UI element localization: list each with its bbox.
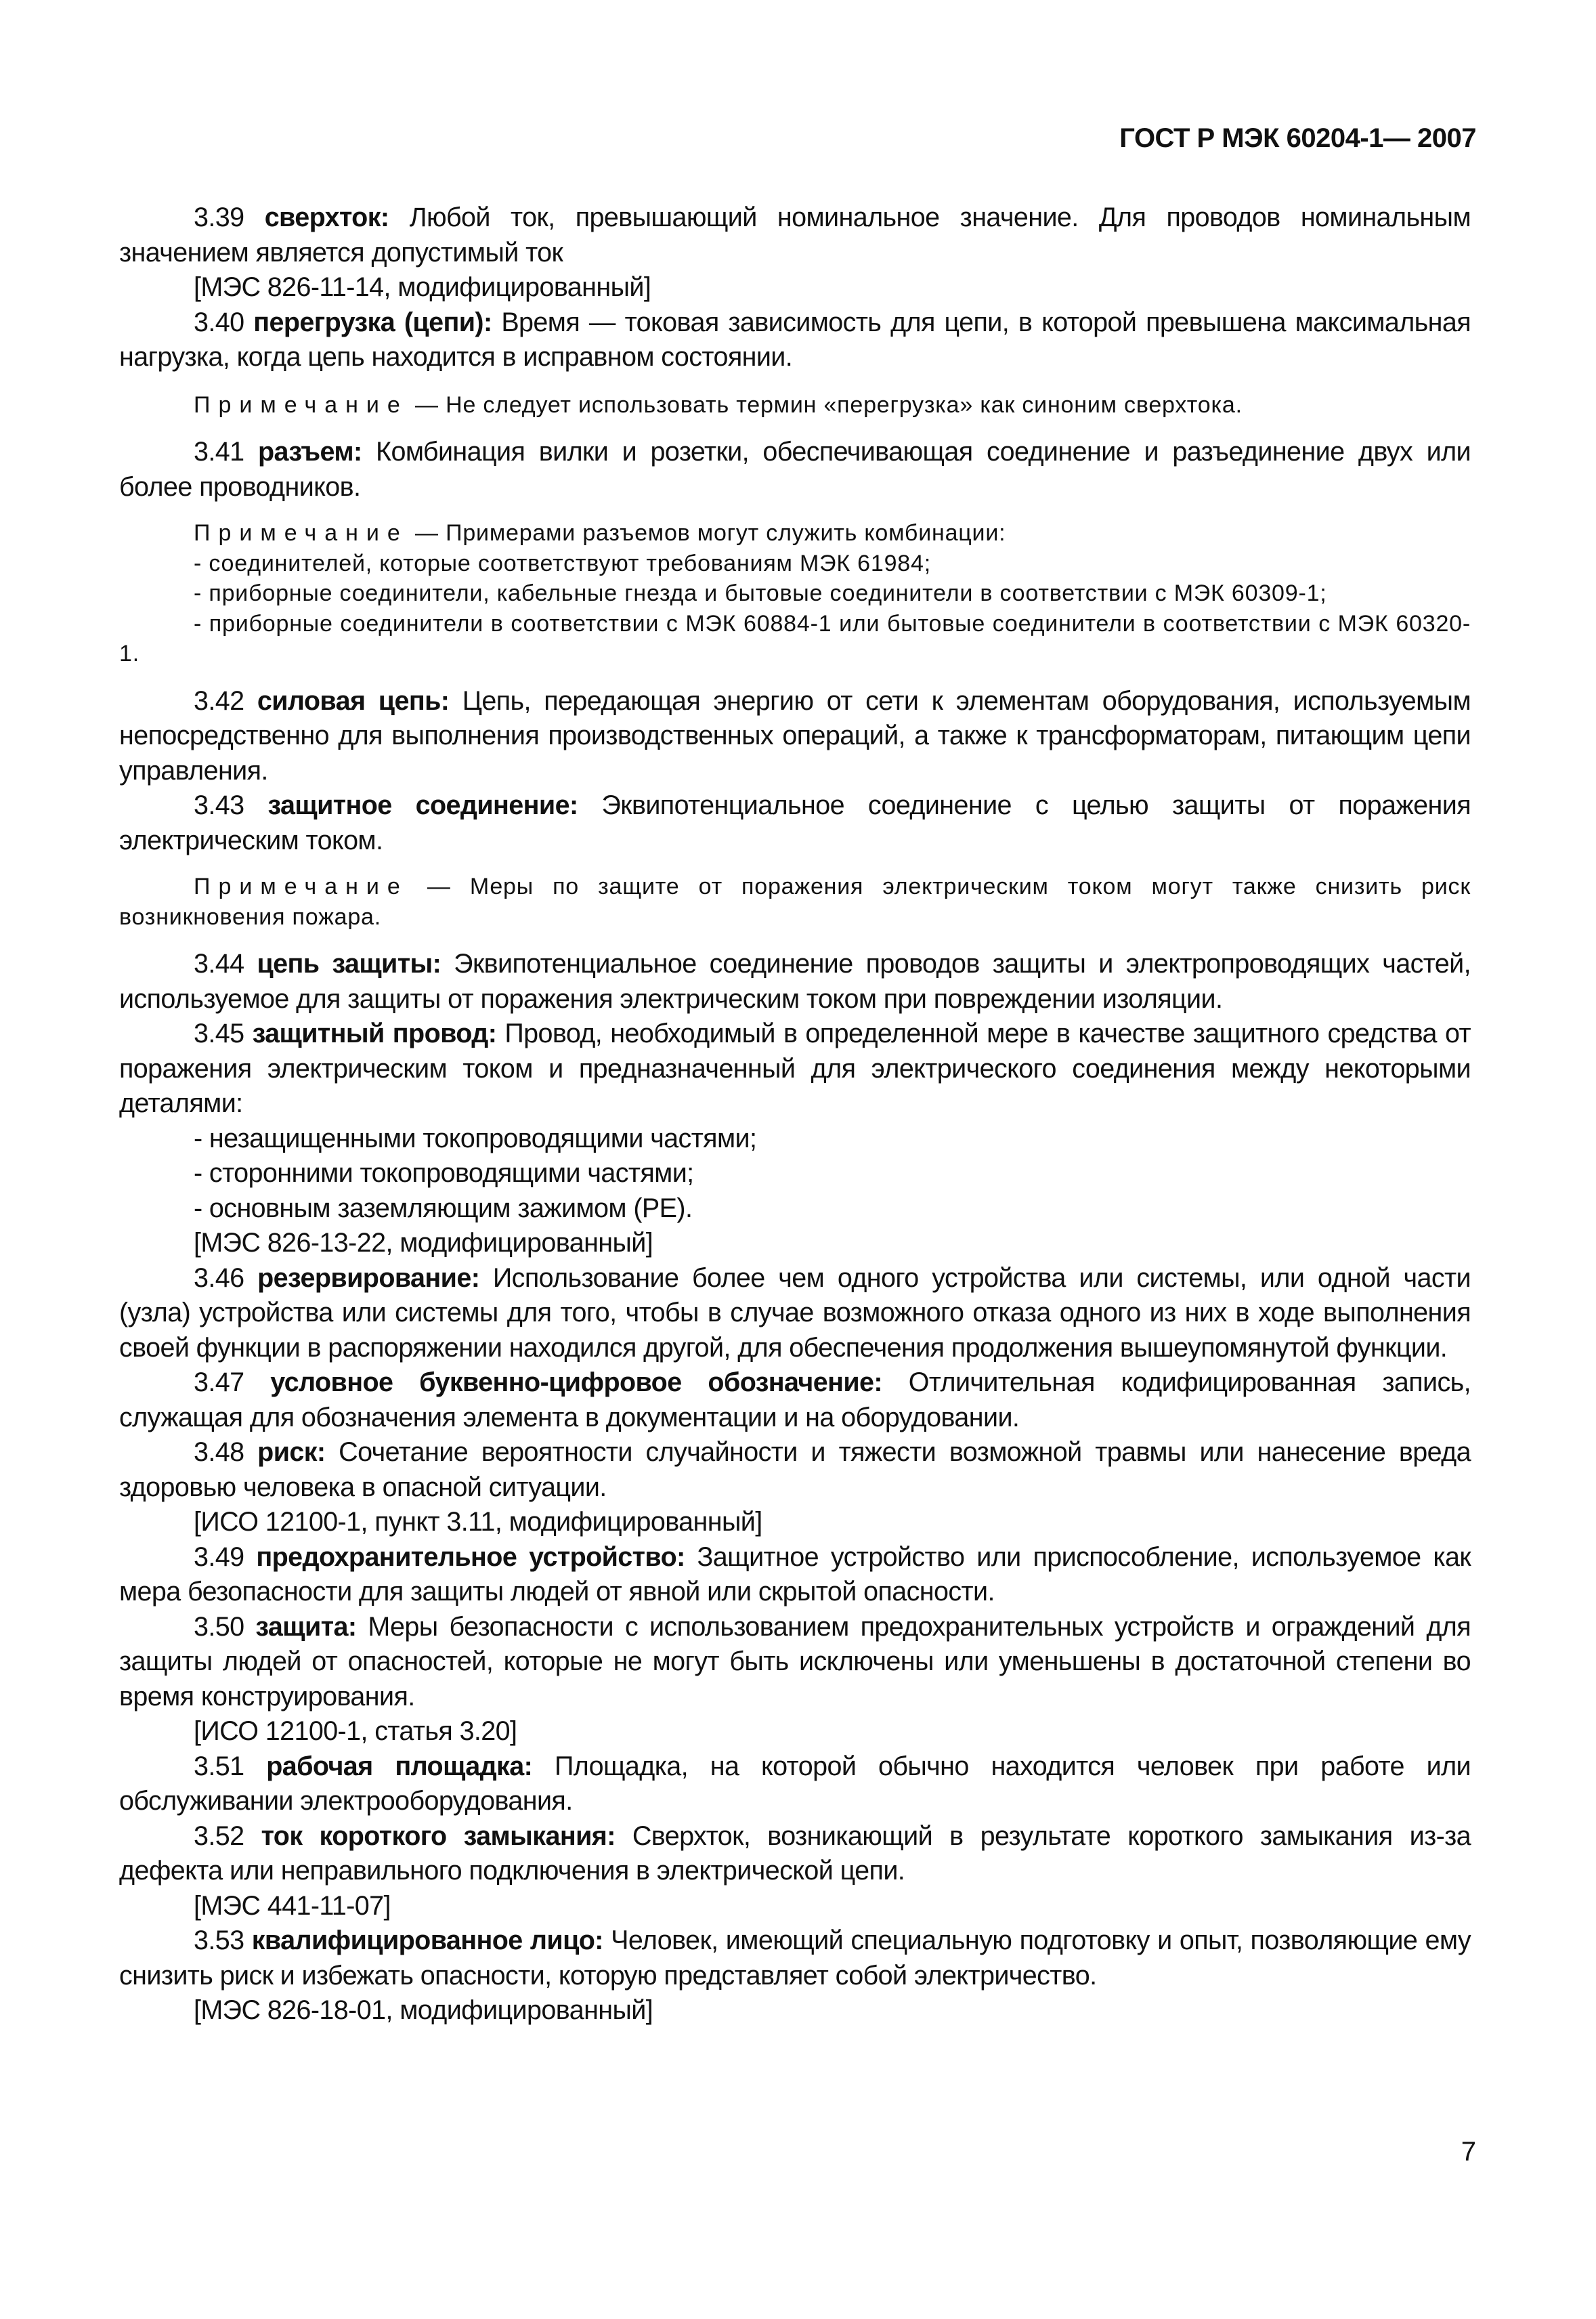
definition-text: Отличительная кодифицированная запись, служащая для обозначения элемента в документации и на оборудовании. [119, 1367, 1471, 1432]
definition-3-51 [119, 1749, 1471, 1819]
term: квалифицированное лицо: [251, 1926, 603, 1955]
term: ток короткого замыкания: [261, 1821, 616, 1851]
note-lead: Примечание [194, 520, 408, 546]
definition-3-46 [119, 1261, 1471, 1366]
list-item: - сторонними токопроводящими частями; [194, 1158, 694, 1188]
definition-text: Комбинация вилки и розетки, обеспечивающая соединение и разъединение двух или более проводников. [119, 437, 1471, 502]
note-list [119, 549, 1471, 669]
note [119, 872, 1471, 932]
definition-text: Провод, необходимый в определенной мере в качестве защитного средства от поражения электрическим током и предназначенный для электрического соединения между некоторыми деталями: [119, 1019, 1471, 1118]
clause-number: 3.46 [194, 1262, 244, 1293]
definition-text: Цепь, передающая энергию от сети к элементам оборудования, используемым непосредственно для выполнения производственных операций, а также к трансформаторам, питающим цепи управления. [119, 685, 1471, 786]
definition-3-42 [119, 684, 1471, 789]
reference: [МЭС 441-11-07] [194, 1890, 391, 1921]
clause-number: 3.45 [194, 1019, 244, 1048]
term: рабочая площадка: [266, 1751, 533, 1781]
definition-3-44 [119, 947, 1471, 1017]
term: силовая цепь: [257, 685, 450, 716]
definition-text: Сверхток, возникающий в результате короткого замыкания из-за дефекта или неправильного подключения в электрической цепи. [119, 1821, 1471, 1886]
clause-number: 3.42 [194, 685, 244, 716]
definition-3-47 [119, 1365, 1471, 1435]
reference: [МЭС 826-18-01, модифицированный] [194, 1995, 653, 2025]
definition-text: Площадка, на которой обычно находится человек при работе или обслуживании электрооборудования. [119, 1751, 1471, 1816]
note-text: — Примерами разъемов могут служить комбинации: [408, 520, 1006, 546]
clause-number: 3.43 [194, 790, 244, 820]
term: резервирование: [257, 1262, 480, 1293]
note-lead: Примечание [194, 874, 408, 899]
definition-3-41 [119, 435, 1471, 505]
term: защита: [255, 1611, 357, 1642]
definition-3-52 [119, 1819, 1471, 1889]
term: защитное соединение: [267, 790, 578, 820]
definition-3-45 [119, 1017, 1471, 1122]
definition-3-39 [119, 200, 1471, 270]
definition-text: Использование более чем одного устройства или системы, или одной части (узла) устройства или системы для того, чтобы в случае возможного отказа одного из них в ходе выполнения своей функции в распоряжении находился другой, для обеспечения продолжения вышеупомянутой функции. [119, 1262, 1471, 1363]
page-number: 7 [1461, 2137, 1476, 2167]
definition-text: Эквипотенциальное соединение с целью защиты от поражения электрическим током. [119, 790, 1471, 855]
clause-number: 3.44 [194, 949, 244, 979]
definition-text: Защитное устройство или приспособление, используемое как мера безопасности для защиты людей от явной или скрытой опасности. [119, 1541, 1471, 1607]
clause-number: 3.47 [194, 1367, 244, 1397]
term: предохранительное устройство: [256, 1541, 685, 1572]
definition-3-50 [119, 1610, 1471, 1715]
document-body [119, 200, 1471, 2028]
note [119, 390, 1471, 421]
note-list-item: - приборные соединители в соответствии с МЭК 60884-1 или бытовые соединители в соответствии с МЭК 60320-1. [119, 610, 1471, 666]
term: перегрузка (цепи): [253, 307, 492, 337]
definition-3-49 [119, 1540, 1471, 1610]
reference: [МЭС 826-13-22, модифицированный] [194, 1228, 653, 1258]
term: защитный провод: [252, 1019, 497, 1048]
note-intro [119, 518, 1471, 549]
definition-text: Любой ток, превышающий номинальное значение. Для проводов номинальным значением является допустимый ток [119, 203, 1471, 268]
definition-3-53 [119, 1923, 1471, 1993]
clause-number: 3.41 [194, 437, 244, 467]
note-text: — Меры по защите от поражения электрическим током могут также снизить риск возникновения пожара. [119, 874, 1471, 930]
reference: [МЭС 826-11-14, модифицированный] [194, 272, 651, 302]
term: цепь защиты: [257, 949, 441, 979]
clause-number: 3.39 [194, 203, 244, 232]
definition-text: Эквипотенциальное соединение проводов защиты и электропроводящих частей, используемое для защиты от поражения электрическим током при повреждении изоляции. [119, 949, 1471, 1014]
note-text: — Не следует использовать термин «перегрузка» как синоним сверхтока. [408, 391, 1243, 418]
clause-number: 3.53 [194, 1926, 244, 1955]
list-item: - основным заземляющим зажимом (PE). [194, 1193, 693, 1223]
definition-3-43 [119, 788, 1471, 858]
definition-text: Время — токовая зависимость для цепи, в которой превышена максимальная нагрузка, когда цепь находится в исправном состоянии. [119, 307, 1471, 372]
term: условное буквенно-цифровое обозначение: [270, 1367, 882, 1397]
note [119, 518, 1471, 669]
definition-3-48 [119, 1435, 1471, 1505]
document-header: ГОСТ Р МЭК 60204-1— 2007 [1119, 123, 1476, 153]
note-lead: Примечание [194, 391, 408, 418]
note-list-item: - соединителей, которые соответствуют требованиям МЭК 61984; [194, 550, 931, 576]
definition-3-40 [119, 305, 1471, 375]
reference: [ИСО 12100-1, статья 3.20] [194, 1716, 517, 1746]
reference: [ИСО 12100-1, пункт 3.11, модифицированный] [194, 1507, 762, 1537]
clause-number: 3.52 [194, 1821, 244, 1851]
definition-text: Меры безопасности с использованием предохранительных устройств и ограждений для защиты людей от опасностей, которые не могут быть исключены или уменьшены в достаточной степени во время конструирования. [119, 1611, 1471, 1711]
clause-number: 3.51 [194, 1751, 244, 1781]
note-list-item: - приборные соединители, кабельные гнезда и бытовые соединители в соответствии с МЭК 60309-1; [194, 580, 1327, 606]
term: сверхток: [264, 203, 389, 232]
term: риск: [257, 1437, 326, 1467]
list-item: - незащищенными токопроводящими частями; [194, 1123, 757, 1153]
clause-number: 3.48 [194, 1437, 244, 1467]
clause-number: 3.50 [194, 1611, 244, 1642]
clause-number: 3.49 [194, 1541, 244, 1572]
definition-text: Сочетание вероятности случайности и тяжести возможной травмы или нанесение вреда здоровью человека в опасной ситуации. [119, 1437, 1471, 1502]
term: разъем: [257, 437, 362, 467]
clause-number: 3.40 [194, 307, 244, 337]
definition-text: Человек, имеющий специальную подготовку и опыт, позволяющие ему снизить риск и избежать опасности, которую представляет собой электричество. [119, 1926, 1471, 1991]
